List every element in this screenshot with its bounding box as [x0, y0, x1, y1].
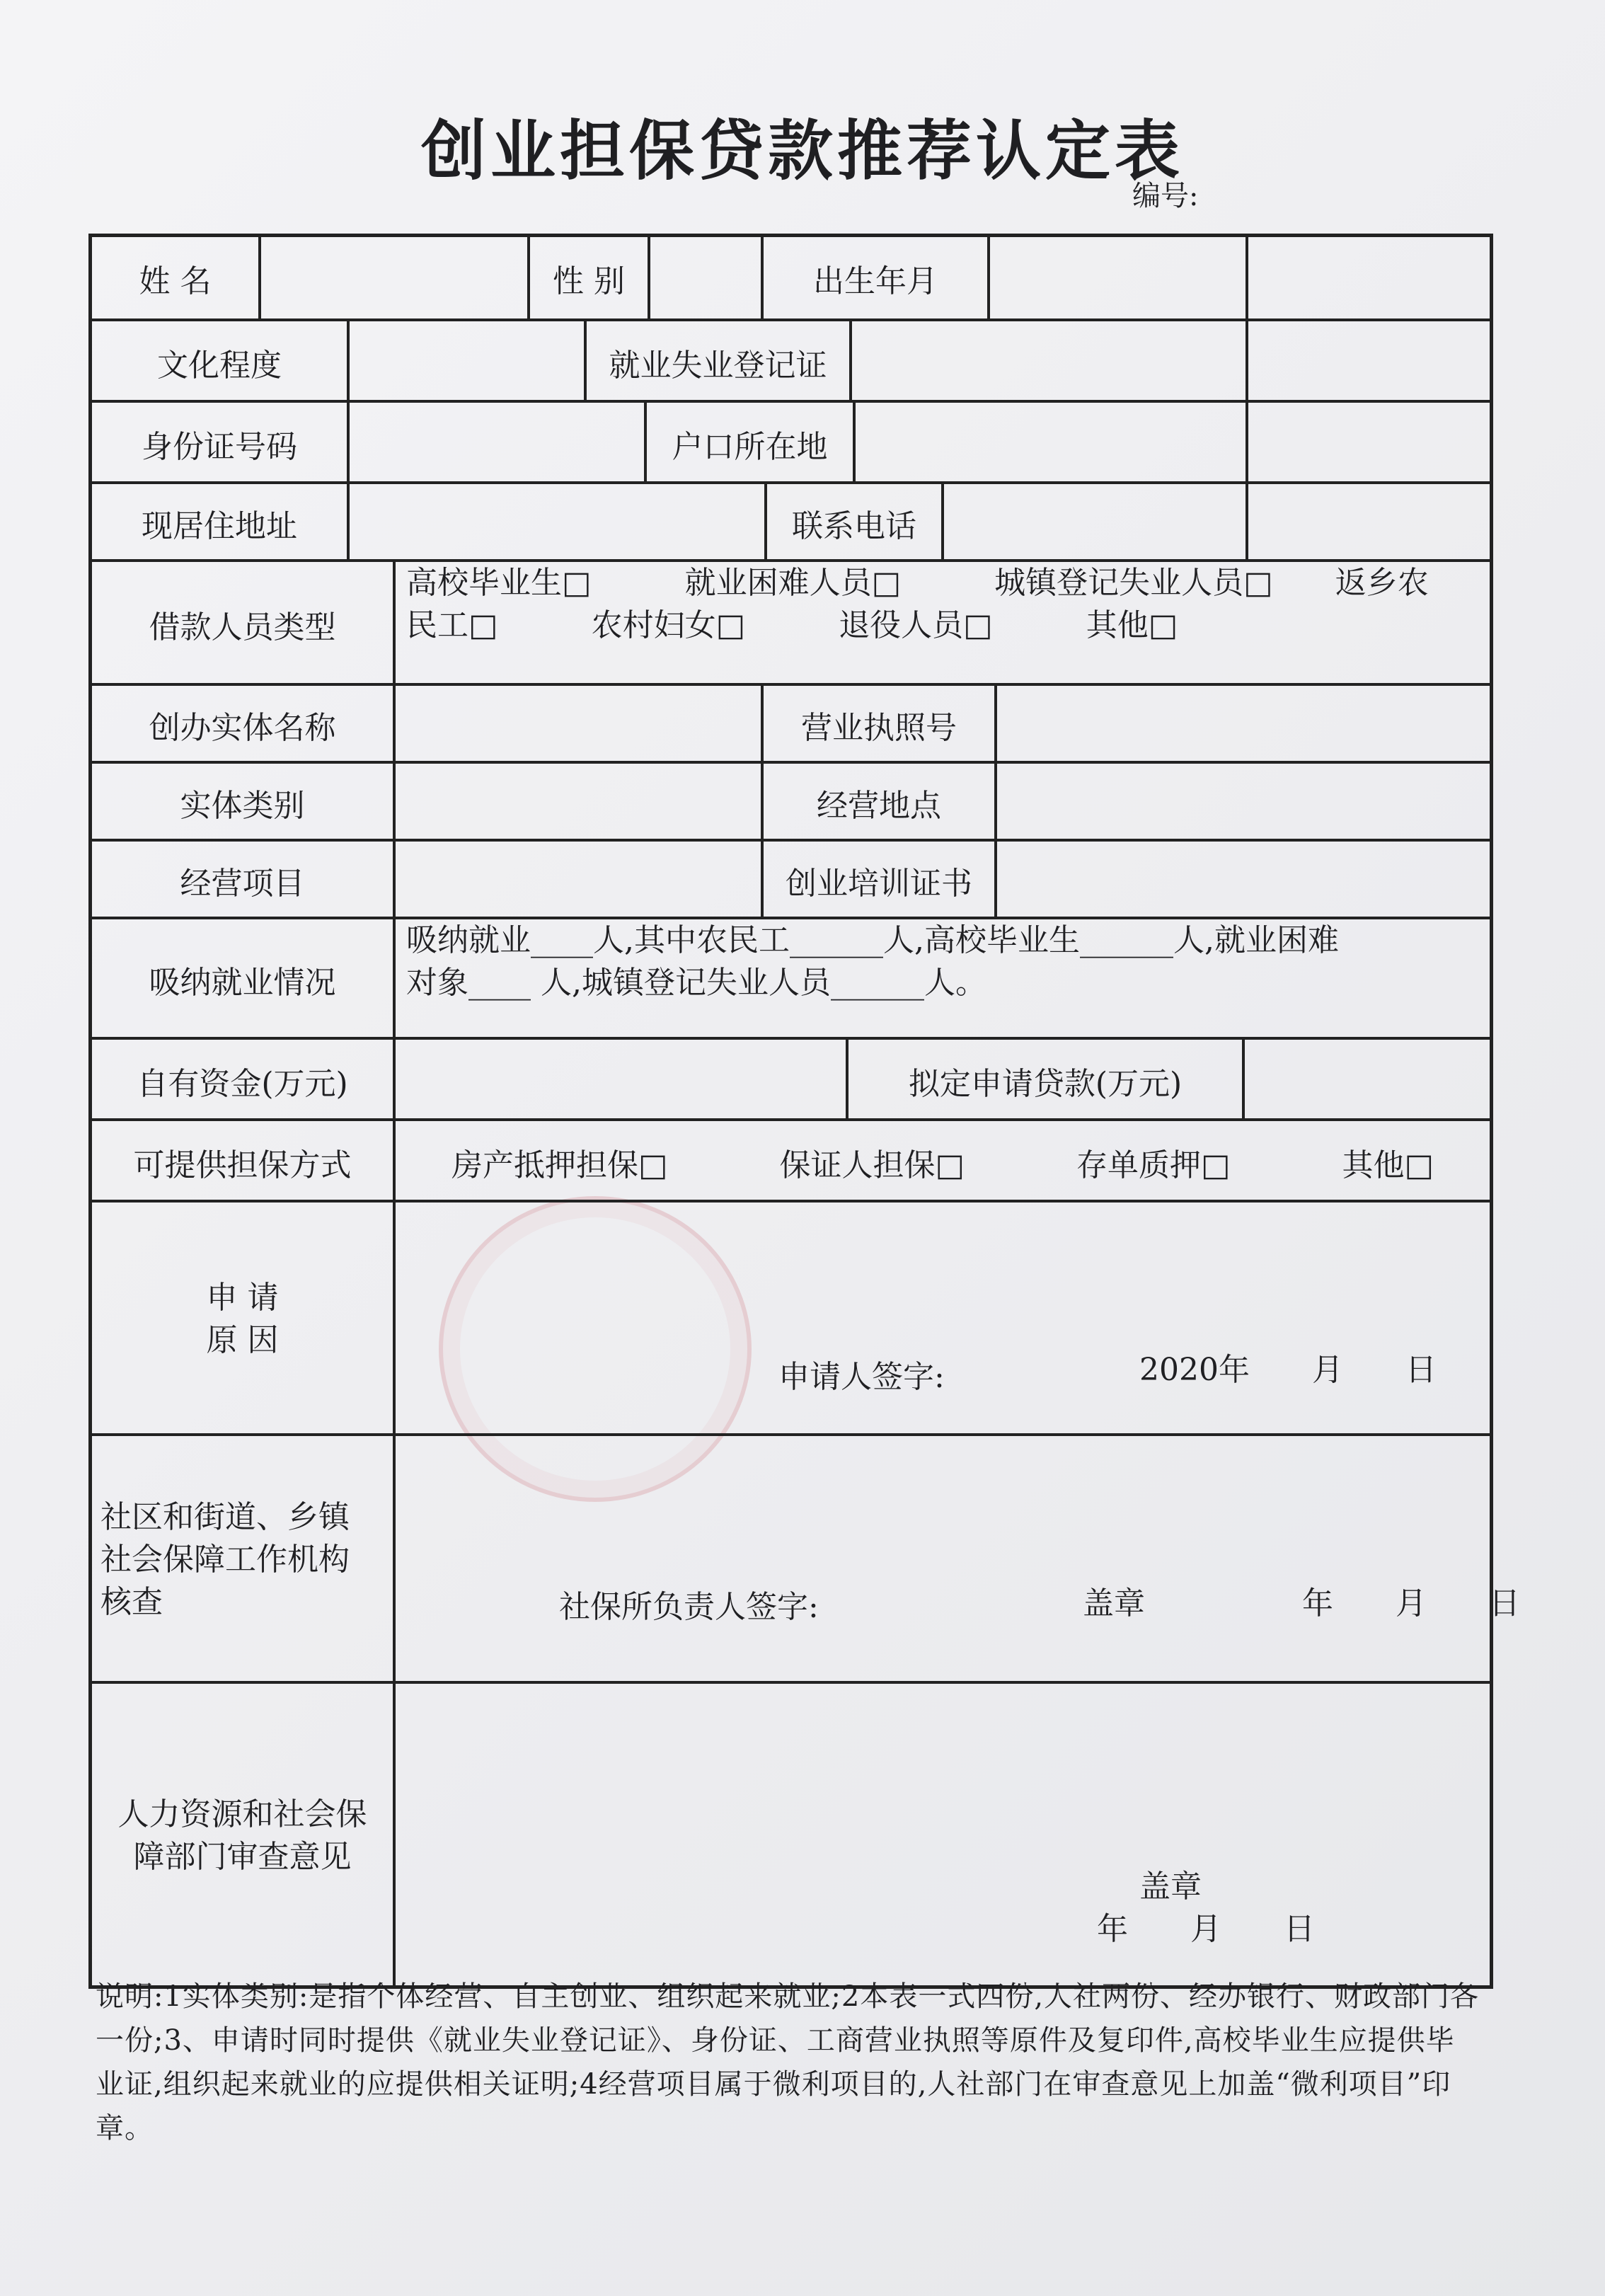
label-business-site: 经营地点: [761, 764, 994, 842]
hr-date: 年 月 日: [1097, 1911, 1315, 1947]
label-borrower-type: 借款人员类型: [149, 609, 336, 645]
employment-line2: 对象____ 人,城镇登记失业人员______人。: [406, 965, 986, 1001]
community-seal-label: 盖章: [1083, 1585, 1145, 1621]
field-address[interactable]: [347, 484, 764, 562]
field-community-review[interactable]: [393, 1436, 1490, 1684]
field-id-number[interactable]: [347, 403, 644, 484]
employment-status-text[interactable]: [393, 919, 1490, 1040]
guarantee-option-guarantor[interactable]: 保证人担保□: [779, 1147, 965, 1183]
field-birth[interactable]: [987, 237, 1246, 318]
label-license-no: 营业执照号: [761, 686, 994, 764]
label-address: 现居住地址: [142, 508, 297, 544]
community-label-line3: 核查: [100, 1584, 163, 1620]
label-education: 文化程度: [157, 347, 282, 384]
row-borrower-type: [92, 559, 1490, 686]
guarantee-option-property[interactable]: 房产抵押担保□: [451, 1147, 668, 1183]
field-business-project[interactable]: [393, 842, 761, 919]
borrower-types-line1: 高校毕业生□ 就业困难人员□ 城镇登记失业人员□ 返乡农: [406, 565, 1429, 601]
field-employment-cert[interactable]: [849, 321, 1246, 403]
label-apply-reason: [92, 1202, 393, 1436]
field-business-site[interactable]: [994, 764, 1490, 842]
field-loan-amount[interactable]: [1242, 1040, 1490, 1121]
label-entity-name: 创办实体名称: [149, 710, 336, 746]
label-employment-status: 吸纳就业情况: [149, 965, 336, 1001]
row-business-project: [92, 839, 1490, 919]
field-training-cert[interactable]: [994, 842, 1490, 919]
form-title: 创业担保贷款推荐认定表: [420, 113, 1184, 189]
field-phone[interactable]: [941, 484, 1246, 562]
label-birth: 出生年月: [761, 237, 987, 318]
application-table: [88, 234, 1520, 1989]
row-entity-name: [92, 683, 1490, 764]
label-id-number: 身份证号码: [142, 428, 297, 465]
hr-seal-label: 盖章: [1139, 1869, 1202, 1905]
row-community-review: [92, 1433, 1520, 1684]
applicant-sign-label: 申请人签字:: [778, 1359, 945, 1395]
label-hukou: 户口所在地: [644, 403, 853, 484]
form-notes: 说明:1实体类别:是指个体经营、自主创业、组织起来就业;2本表一式四份,人社两份、经办银行、财政部门各一份;3、申请时同时提供《就业失业登记证》、身份证、工商营业执照等原件及复印件,高校毕业生应提供毕业证,组织起来就业的应提供相关证明;4经营项目属于微利项目的,人社部门在审查意见上加盖“微利项目”印章。: [96, 1980, 1480, 2145]
field-own-funds[interactable]: [393, 1040, 846, 1121]
row-hr-review: [92, 1681, 1490, 1988]
apply-reason-label-line1: 申 请: [206, 1280, 279, 1316]
label-entity-type: 实体类别: [180, 788, 305, 824]
field-hukou[interactable]: [853, 403, 1246, 484]
field-entity-type[interactable]: [393, 764, 761, 842]
label-employment-cert: 就业失业登记证: [584, 321, 849, 403]
label-hr-review: [92, 1684, 393, 1988]
label-own-funds: 自有资金(万元): [137, 1065, 348, 1102]
guarantee-option-other[interactable]: 其他□: [1342, 1147, 1434, 1183]
label-gender: 性 别: [527, 237, 648, 318]
field-entity-name[interactable]: [393, 686, 761, 764]
serial-number-label: 编号:: [1132, 180, 1199, 212]
label-community-review: [92, 1436, 393, 1684]
label-training-cert: 创业培训证书: [761, 842, 994, 919]
field-apply-reason[interactable]: [393, 1202, 1490, 1436]
label-loan-amount: 拟定申请贷款(万元): [846, 1040, 1242, 1121]
row-apply-reason: [92, 1200, 1490, 1436]
guarantee-option-deposit[interactable]: 存单质押□: [1076, 1147, 1231, 1183]
row-guarantee: [92, 1118, 1490, 1202]
applicant-sign-date: 2020年 月 日: [1139, 1352, 1437, 1388]
borrower-types-line2: 民工□ 农村妇女□ 退役人员□ 其他□: [406, 607, 1178, 643]
community-label-line1: 社区和街道、乡镇: [100, 1499, 350, 1535]
guarantee-options: [393, 1121, 1490, 1202]
community-sign-label: 社保所负责人签字:: [559, 1589, 819, 1625]
photo-box: [1246, 237, 1492, 559]
hr-label-line2: 障部门审查意见: [133, 1839, 352, 1875]
field-education[interactable]: [347, 321, 584, 403]
community-date: 年 月 日: [1302, 1585, 1520, 1621]
field-license-no[interactable]: [994, 686, 1490, 764]
community-label-line2: 社会保障工作机构: [100, 1542, 350, 1578]
label-phone: 联系电话: [764, 484, 941, 562]
employment-line1: 吸纳就业____人,其中农民工______人,高校毕业生______人,就业困难: [406, 922, 1339, 958]
borrower-type-options[interactable]: [393, 562, 1490, 686]
row-employment-status: [92, 917, 1490, 1040]
label-business-project: 经营项目: [180, 866, 305, 902]
field-gender[interactable]: [648, 237, 761, 318]
field-name[interactable]: [258, 237, 527, 318]
field-hr-review[interactable]: [393, 1684, 1490, 1988]
hr-label-line1: 人力资源和社会保: [117, 1796, 367, 1832]
label-name: 姓 名: [139, 263, 212, 299]
apply-reason-label-line2: 原 因: [206, 1322, 279, 1358]
label-guarantee: 可提供担保方式: [133, 1147, 352, 1183]
row-entity-type: [92, 761, 1490, 842]
row-funds: [92, 1037, 1490, 1121]
